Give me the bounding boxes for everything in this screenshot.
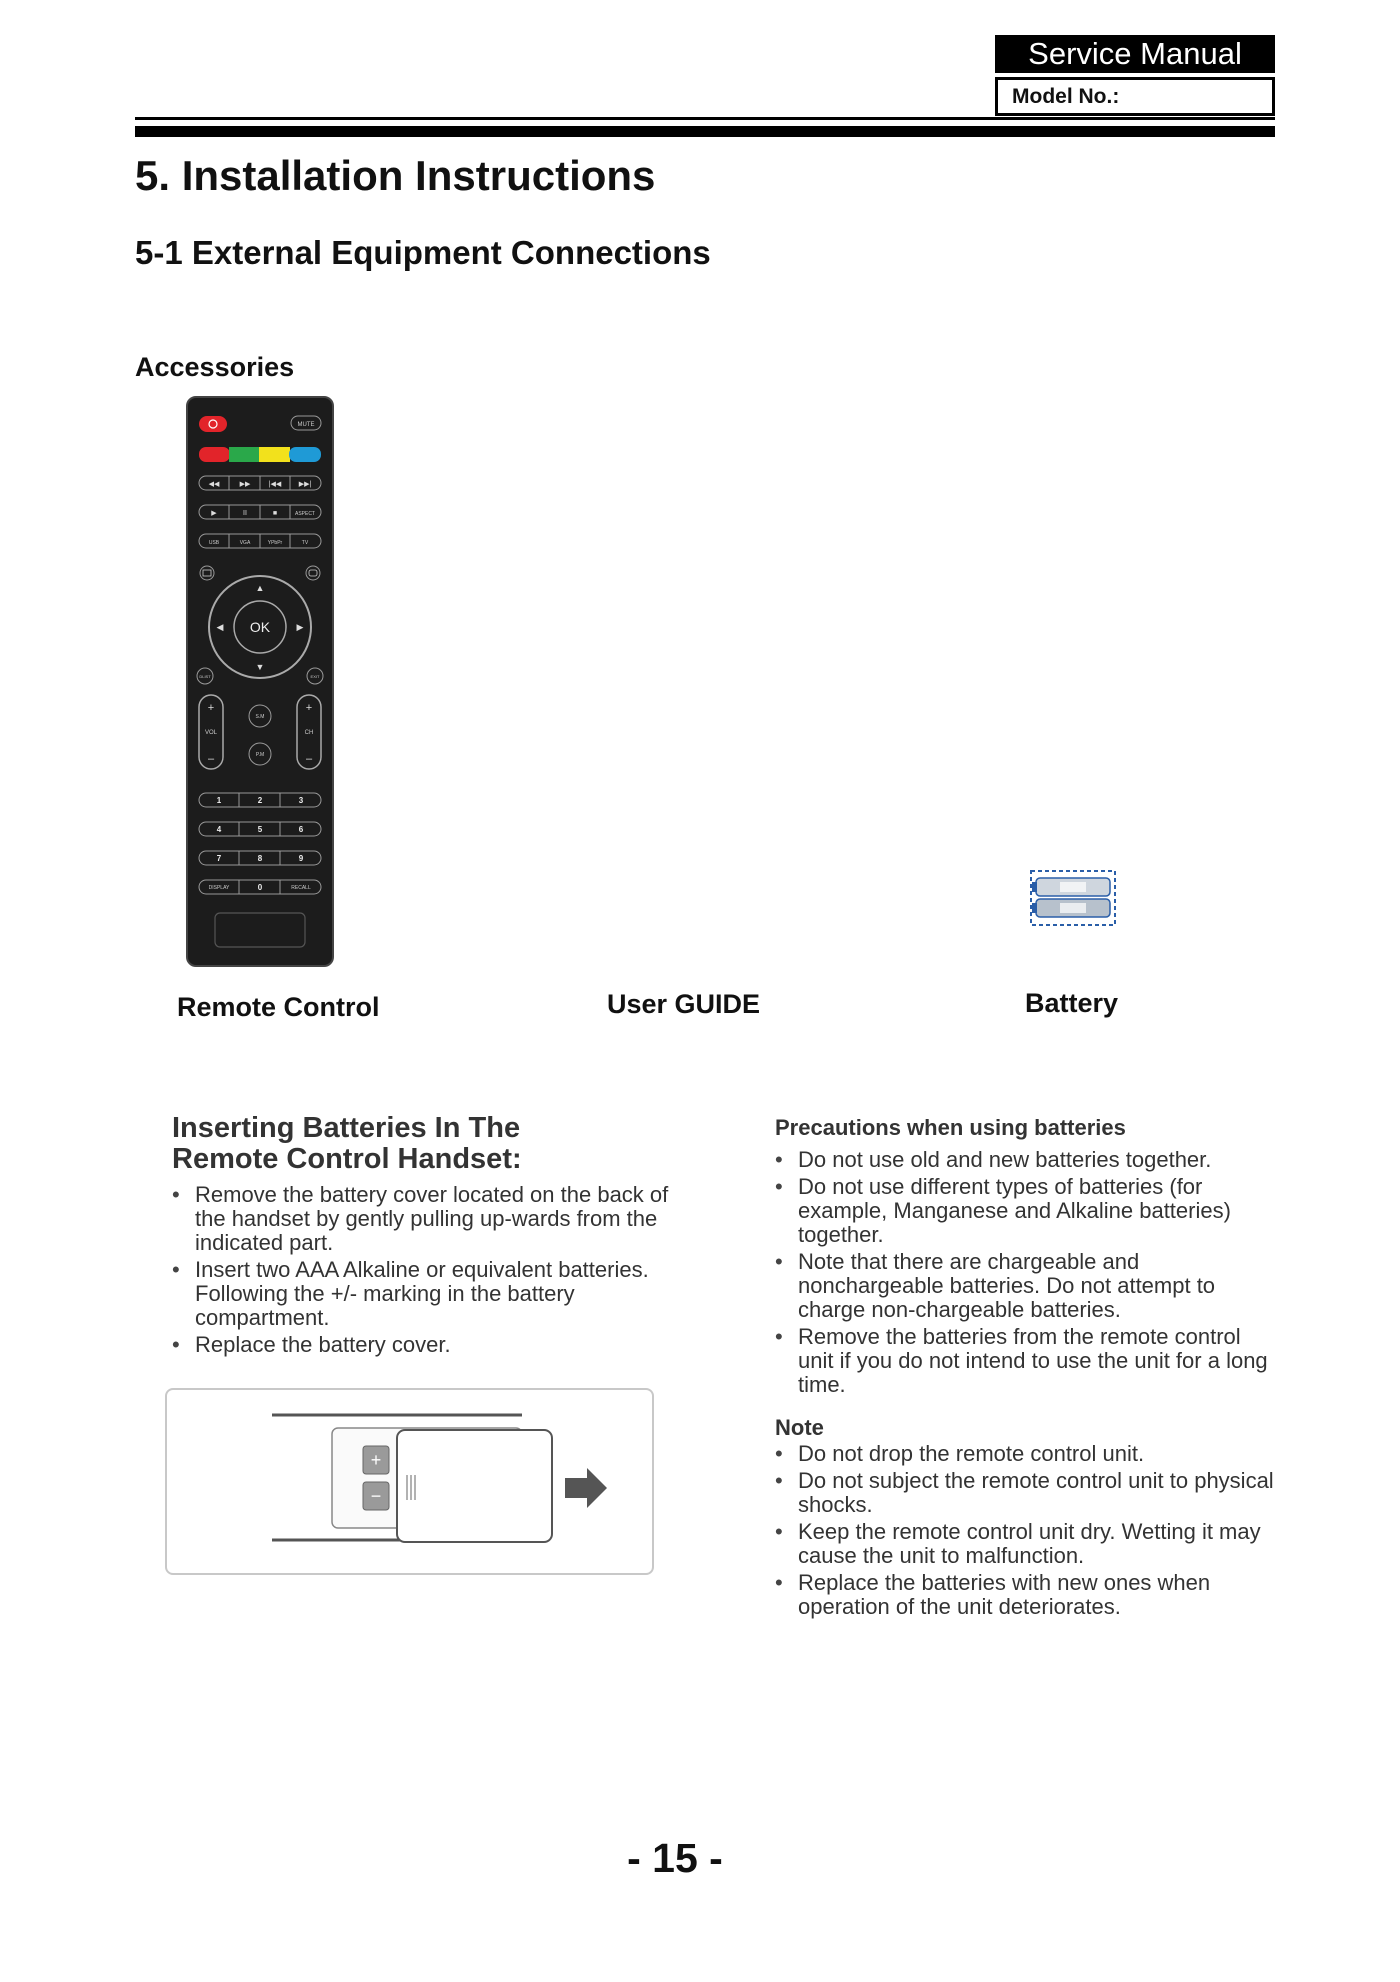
right-arrow-icon: ▶ bbox=[296, 622, 304, 632]
page-number: - 15 - bbox=[627, 1835, 723, 1881]
green-key bbox=[229, 447, 260, 462]
exit-label: EXIT bbox=[310, 674, 320, 679]
digit-2: 2 bbox=[257, 796, 263, 805]
channel-label: CH bbox=[304, 730, 314, 736]
tv-label: TV bbox=[301, 540, 309, 546]
list-item: • Replace the battery cover. bbox=[172, 1333, 692, 1357]
battery-label-bottom bbox=[1060, 903, 1086, 913]
accessories-heading: Accessories bbox=[135, 352, 295, 382]
power-button bbox=[199, 416, 227, 432]
section-title: 5. Installation Instructions bbox=[135, 152, 656, 199]
note-list bbox=[775, 1442, 1275, 1622]
list-item: • Keep the remote control unit dry. Wetting it may cause the unit to malfunction. bbox=[775, 1520, 1275, 1568]
plus-symbol-icon: + bbox=[370, 1450, 382, 1470]
section-subtitle: 5-1 External Equipment Connections bbox=[135, 234, 711, 271]
battery-label-top bbox=[1060, 882, 1086, 892]
precautions-title: Precautions when using batteries bbox=[775, 1115, 1126, 1140]
mute-label: MUTE bbox=[297, 422, 315, 428]
channel-plus: + bbox=[305, 702, 313, 714]
play-icon: ▶ bbox=[211, 510, 217, 517]
display-label: DISPLAY bbox=[208, 885, 230, 891]
digit-5: 5 bbox=[257, 825, 263, 834]
down-arrow-icon: ▼ bbox=[255, 662, 265, 672]
header-rule-thin bbox=[135, 117, 1275, 120]
ok-label: OK bbox=[249, 619, 271, 635]
battery-compartment-illustration bbox=[165, 1388, 654, 1575]
digit-7: 7 bbox=[216, 854, 222, 863]
remote-control-illustration bbox=[185, 395, 335, 968]
digit-1: 1 bbox=[216, 796, 222, 805]
yellow-key bbox=[259, 447, 290, 462]
caption-battery: Battery bbox=[1025, 988, 1119, 1018]
fast-forward-icon: ▶▶ bbox=[239, 481, 251, 488]
header-rule-thick bbox=[135, 126, 1275, 137]
compartment-drawing bbox=[167, 1390, 652, 1573]
list-item: • Do not use different types of batteries (for example, Manganese and Alkaline batteries) together. bbox=[775, 1175, 1275, 1247]
inserting-steps-list bbox=[172, 1183, 692, 1360]
digit-3: 3 bbox=[298, 796, 304, 805]
pause-icon: II bbox=[243, 510, 247, 517]
model-number-label: Model No.: bbox=[995, 77, 1275, 116]
volume-label: VOL bbox=[204, 730, 218, 736]
list-item: • Replace the batteries with new ones when operation of the unit deteriorates. bbox=[775, 1571, 1275, 1619]
channel-minus: – bbox=[305, 753, 313, 765]
stop-icon: ■ bbox=[272, 510, 278, 517]
list-item: • Do not drop the remote control unit. bbox=[775, 1442, 1275, 1466]
digit-4: 4 bbox=[216, 825, 222, 834]
list-item: • Remove the battery cover located on the back of the handset by gently pulling up-wards from the indicated part. bbox=[172, 1183, 692, 1255]
list-item: • Note that there are chargeable and nonchargeable batteries. Do not attempt to charge non-chargeable batteries. bbox=[775, 1250, 1275, 1322]
minus-symbol-icon: − bbox=[370, 1486, 382, 1506]
list-item: • Do not use old and new batteries together. bbox=[775, 1148, 1275, 1172]
digit-6: 6 bbox=[298, 825, 304, 834]
digit-0: 0 bbox=[257, 883, 263, 892]
recall-label: RECALL bbox=[291, 885, 311, 891]
list-item: • Insert two AAA Alkaline or equivalent batteries. Following the +/- marking in the battery compartment. bbox=[172, 1258, 692, 1330]
precautions-list bbox=[775, 1148, 1275, 1400]
aspect-label: ASPECT bbox=[294, 511, 316, 517]
digit-9: 9 bbox=[298, 854, 304, 863]
inserting-title-line-2: Remote Control Handset: bbox=[172, 1143, 522, 1175]
left-arrow-icon: ◀ bbox=[216, 622, 224, 632]
blue-key bbox=[289, 447, 321, 462]
caption-remote-control: Remote Control bbox=[177, 992, 380, 1022]
picture-mode-label: P.M bbox=[255, 752, 265, 758]
slide-arrow-icon bbox=[565, 1468, 607, 1508]
volume-plus: + bbox=[207, 702, 215, 714]
list-item: • Do not subject the remote control unit to physical shocks. bbox=[775, 1469, 1275, 1517]
up-arrow-icon: ▲ bbox=[255, 583, 265, 593]
dlist-label: DLIST bbox=[199, 674, 211, 679]
battery-terminal-top bbox=[1032, 882, 1037, 892]
battery-terminal-bottom bbox=[1032, 903, 1037, 913]
vga-label: VGA bbox=[239, 540, 251, 546]
caption-user-guide: User GUIDE bbox=[607, 989, 761, 1019]
service-manual-label: Service Manual bbox=[995, 35, 1275, 73]
list-item: • Remove the batteries from the remote control unit if you do not intend to use the unit for a long time. bbox=[775, 1325, 1275, 1397]
next-icon: ▶▶| bbox=[298, 481, 312, 488]
previous-icon: |◀◀ bbox=[268, 481, 282, 488]
red-key bbox=[199, 447, 230, 462]
note-title: Note bbox=[775, 1415, 824, 1440]
inserting-title-line-1: Inserting Batteries In The bbox=[172, 1112, 521, 1144]
ypbpr-label: YPbPr bbox=[267, 540, 283, 546]
battery-illustration bbox=[1030, 870, 1116, 926]
volume-minus: – bbox=[207, 753, 215, 765]
sound-mode-label: S.M bbox=[255, 714, 265, 720]
digit-8: 8 bbox=[257, 854, 263, 863]
rewind-icon: ◀◀ bbox=[208, 481, 220, 488]
battery-cover bbox=[397, 1430, 552, 1542]
inserting-batteries-title bbox=[172, 1113, 522, 1175]
usb-label: USB bbox=[208, 540, 220, 546]
